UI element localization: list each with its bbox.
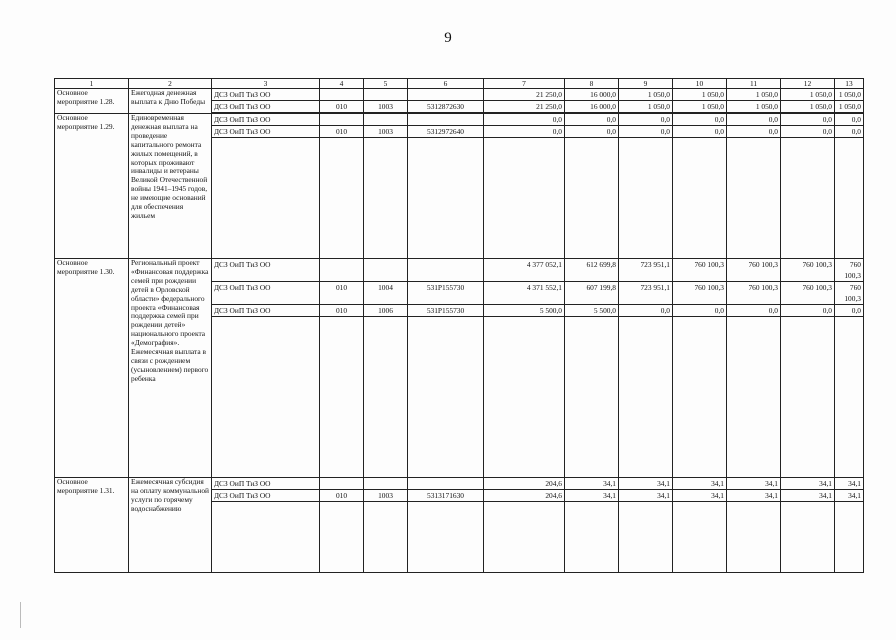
value-cell: 204,6: [484, 490, 565, 502]
col-header: 2: [129, 79, 212, 89]
value-cell: 4 371 552,1: [484, 282, 565, 305]
spacer-cell: [781, 502, 835, 573]
value-cell: 010: [320, 101, 364, 113]
value-cell: 1 050,0: [673, 89, 727, 101]
spacer-cell: [619, 138, 673, 259]
value-cell: 1 050,0: [781, 89, 835, 101]
spacer-cell: [320, 317, 364, 478]
executor-cell: ДСЗ ОиП ТиЗ ОО: [212, 305, 320, 317]
measure-id: Основное мероприятие 1.30.: [55, 259, 129, 478]
value-cell: 531P155730: [408, 305, 484, 317]
spacer-cell: [320, 138, 364, 259]
value-cell: 723 951,1: [619, 282, 673, 305]
value-cell: 0,0: [619, 126, 673, 138]
col-header: 6: [408, 79, 484, 89]
spacer-cell: [673, 502, 727, 573]
value-cell: [320, 478, 364, 490]
spacer-cell: [408, 317, 484, 478]
value-cell: [408, 259, 484, 282]
executor-cell: ДСЗ ОиП ТиЗ ОО: [212, 114, 320, 126]
value-cell: 0,0: [484, 126, 565, 138]
spacer-cell: [673, 317, 727, 478]
measure-id: Основное мероприятие 1.28.: [55, 89, 129, 114]
value-cell: 21 250,0: [484, 101, 565, 113]
value-cell: 21 250,0: [484, 89, 565, 101]
value-cell: 0,0: [619, 305, 673, 317]
value-cell: 760 100,3: [835, 282, 864, 305]
spacer-cell: [727, 502, 781, 573]
value-cell: [408, 114, 484, 126]
value-cell: 34,1: [565, 490, 619, 502]
value-cell: 34,1: [781, 490, 835, 502]
value-cell: 760 100,3: [673, 282, 727, 305]
measure-name: Ежегодная денежная выплата к Дню Победы: [129, 89, 212, 114]
value-cell: 0,0: [727, 126, 781, 138]
value-cell: 1003: [364, 101, 408, 113]
value-cell: 34,1: [835, 478, 864, 490]
value-cell: 34,1: [781, 478, 835, 490]
value-cell: 0,0: [727, 114, 781, 126]
value-cell: 34,1: [835, 490, 864, 502]
measure-id: Основное мероприятие 1.31.: [55, 478, 129, 573]
spacer-cell: [364, 502, 408, 573]
col-header: 13: [835, 79, 864, 89]
value-cell: 1 050,0: [835, 89, 864, 101]
spacer-cell: [619, 502, 673, 573]
value-cell: [408, 478, 484, 490]
col-header: 3: [212, 79, 320, 89]
executor-cell: ДСЗ ОиП ТиЗ ОО: [212, 259, 320, 282]
executor-cell: ДСЗ ОиП ТиЗ ОО: [212, 126, 320, 138]
value-cell: 0,0: [484, 114, 565, 126]
value-cell: [408, 89, 484, 101]
measure-name: Ежемесячная субсидия на оплату коммунальной услуги по горячему водоснабжению: [129, 478, 212, 573]
value-cell: 760 100,3: [781, 282, 835, 305]
executor-cell: ДСЗ ОиП ТиЗ ОО: [212, 89, 320, 101]
executor-cell: ДСЗ ОиП ТиЗ ОО: [212, 282, 320, 305]
value-cell: 607 199,8: [565, 282, 619, 305]
value-cell: 0,0: [565, 126, 619, 138]
value-cell: 1004: [364, 282, 408, 305]
spacer-cell: [408, 502, 484, 573]
spacer-cell: [835, 317, 864, 478]
value-cell: 612 699,8: [565, 259, 619, 282]
value-cell: 760 100,3: [727, 259, 781, 282]
spacer-cell: [484, 502, 565, 573]
table-row: [55, 89, 864, 101]
header-row: [55, 79, 864, 89]
value-cell: 0,0: [781, 126, 835, 138]
value-cell: [364, 89, 408, 101]
spacer-cell: [484, 138, 565, 259]
col-header: 11: [727, 79, 781, 89]
value-cell: [320, 259, 364, 282]
value-cell: 1 050,0: [727, 101, 781, 113]
col-header: 4: [320, 79, 364, 89]
col-header: 1: [55, 79, 129, 89]
spacer-cell: [781, 317, 835, 478]
spacer-cell: [212, 138, 320, 259]
value-cell: 34,1: [673, 478, 727, 490]
measure-id: Основное мероприятие 1.29.: [55, 114, 129, 259]
spacer-cell: [673, 138, 727, 259]
value-cell: 0,0: [565, 114, 619, 126]
spacer-cell: [212, 502, 320, 573]
spacer-cell: [408, 138, 484, 259]
value-cell: 34,1: [727, 490, 781, 502]
table-row: [55, 259, 864, 282]
value-cell: 1 050,0: [619, 101, 673, 113]
spacer-cell: [484, 317, 565, 478]
value-cell: 5 500,0: [484, 305, 565, 317]
value-cell: 204,6: [484, 478, 565, 490]
col-header: 5: [364, 79, 408, 89]
value-cell: 0,0: [781, 114, 835, 126]
spacer-cell: [835, 502, 864, 573]
value-cell: 16 000,0: [565, 101, 619, 113]
value-cell: [364, 259, 408, 282]
value-cell: 1003: [364, 126, 408, 138]
value-cell: 34,1: [673, 490, 727, 502]
spacer-cell: [727, 138, 781, 259]
spacer-cell: [364, 138, 408, 259]
value-cell: 760 100,3: [781, 259, 835, 282]
value-cell: 0,0: [781, 305, 835, 317]
executor-cell: ДСЗ ОиП ТиЗ ОО: [212, 490, 320, 502]
value-cell: 34,1: [727, 478, 781, 490]
value-cell: 1 050,0: [835, 101, 864, 113]
value-cell: 010: [320, 305, 364, 317]
spacer-cell: [320, 502, 364, 573]
value-cell: [364, 114, 408, 126]
spacer-cell: [364, 317, 408, 478]
executor-cell: ДСЗ ОиП ТиЗ ОО: [212, 478, 320, 490]
value-cell: 1003: [364, 490, 408, 502]
spacer-cell: [565, 502, 619, 573]
value-cell: 5 500,0: [565, 305, 619, 317]
value-cell: 1 050,0: [727, 89, 781, 101]
value-cell: 0,0: [835, 126, 864, 138]
value-cell: 760 100,3: [673, 259, 727, 282]
spacer-cell: [781, 138, 835, 259]
value-cell: 0,0: [835, 114, 864, 126]
value-cell: 0,0: [619, 114, 673, 126]
spacer-cell: [212, 317, 320, 478]
spacer-cell: [565, 138, 619, 259]
col-header: 10: [673, 79, 727, 89]
value-cell: 1 050,0: [781, 101, 835, 113]
table-row: [55, 114, 864, 126]
margin-mark: [20, 602, 21, 628]
value-cell: 5312972640: [408, 126, 484, 138]
measure-name: Единовременная денежная выплата на проведение капитального ремонта жилых помещений, в которых проживают инвалиды и ветераны Великой Отечественной войны 1941–1945 годов, не имеющие оснований для обеспечения жильем: [129, 114, 212, 259]
page-number: 9: [444, 30, 452, 46]
value-cell: 010: [320, 282, 364, 305]
spacer-cell: [835, 138, 864, 259]
value-cell: 34,1: [565, 478, 619, 490]
value-cell: 1006: [364, 305, 408, 317]
value-cell: 34,1: [619, 478, 673, 490]
value-cell: [320, 89, 364, 101]
value-cell: 0,0: [673, 126, 727, 138]
value-cell: 760 100,3: [835, 259, 864, 282]
value-cell: 4 377 052,1: [484, 259, 565, 282]
value-cell: 723 951,1: [619, 259, 673, 282]
executor-cell: ДСЗ ОиП ТиЗ ОО: [212, 101, 320, 113]
spacer-cell: [565, 317, 619, 478]
measure-name: Региональный проект «Финансовая поддержка семей при рождении детей в Орловской области» федерального проекта «Финансовая поддержка семей при рождении детей» национального проекта «Демография». Ежемесячная выплата в связи с рождением (усыновлением) первого ребенка: [129, 259, 212, 478]
value-cell: [364, 478, 408, 490]
value-cell: [320, 114, 364, 126]
value-cell: 010: [320, 490, 364, 502]
col-header: 12: [781, 79, 835, 89]
value-cell: 531P155730: [408, 282, 484, 305]
col-header: 8: [565, 79, 619, 89]
col-header: 9: [619, 79, 673, 89]
value-cell: 5312872630: [408, 101, 484, 113]
value-cell: 760 100,3: [727, 282, 781, 305]
spacer-cell: [619, 317, 673, 478]
value-cell: 5313171630: [408, 490, 484, 502]
col-header: 7: [484, 79, 565, 89]
budget-table: [54, 78, 864, 573]
value-cell: 1 050,0: [673, 101, 727, 113]
spacer-cell: [727, 317, 781, 478]
value-cell: 1 050,0: [619, 89, 673, 101]
value-cell: 0,0: [673, 305, 727, 317]
value-cell: 010: [320, 126, 364, 138]
value-cell: 16 000,0: [565, 89, 619, 101]
value-cell: 0,0: [835, 305, 864, 317]
table-row: [55, 478, 864, 490]
value-cell: 34,1: [619, 490, 673, 502]
value-cell: 0,0: [673, 114, 727, 126]
value-cell: 0,0: [727, 305, 781, 317]
